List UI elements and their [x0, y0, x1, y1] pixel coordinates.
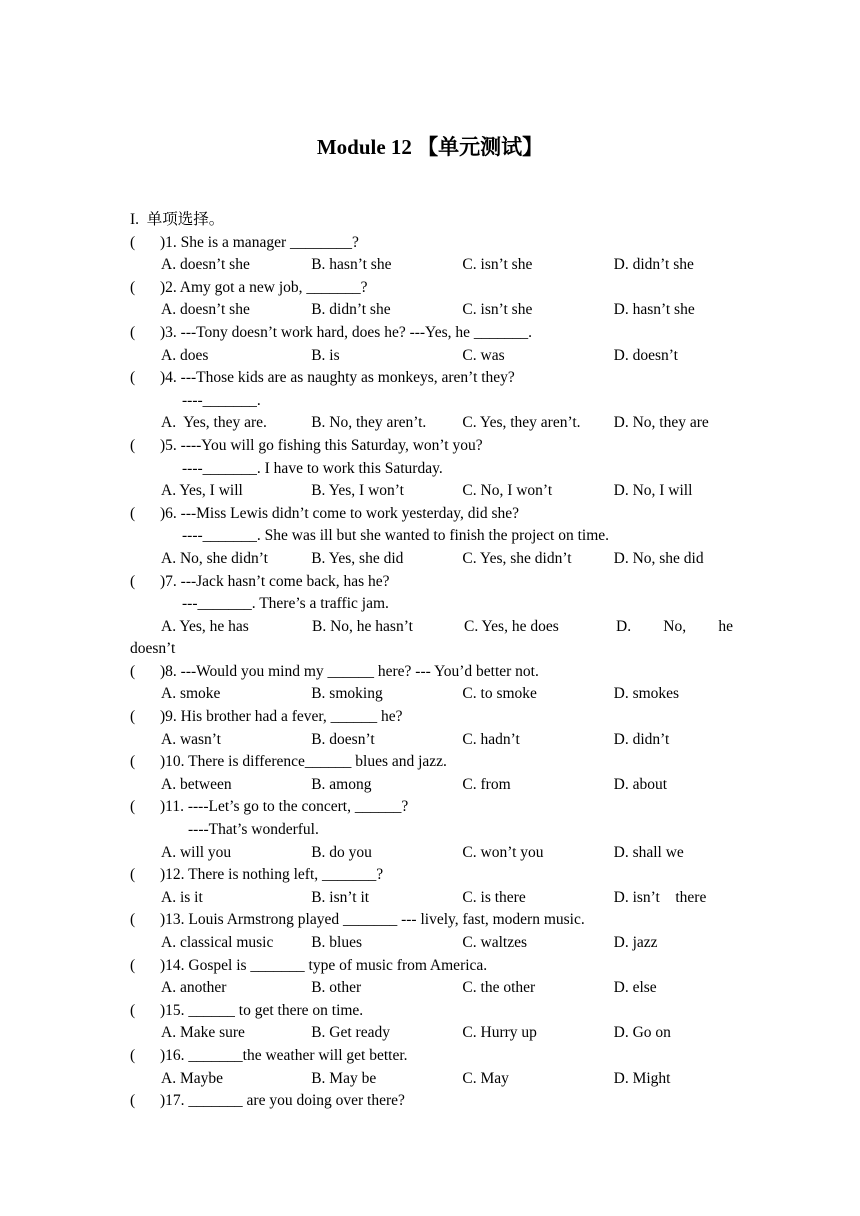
- option-row: [130, 842, 733, 865]
- question-stem-line: [130, 367, 733, 390]
- option-c: C. hadn’t: [462, 730, 520, 748]
- question-stem: )10. There is difference______ blues and jazz.: [160, 753, 447, 771]
- question-continuation: ----_______. She was ill but she wanted to finish the project on time.: [182, 527, 610, 545]
- option-a: A. Yes, they are.: [161, 414, 267, 432]
- option-c: C. was: [462, 346, 505, 364]
- question-stem: )8. ---Would you mind my ______ here? --- You’d better not.: [160, 662, 539, 680]
- question-stem-line: [130, 277, 733, 300]
- answer-paren: (: [130, 662, 136, 680]
- option-c: C. Yes, she didn’t: [462, 549, 572, 567]
- option-a: A. is it: [161, 888, 203, 906]
- question-stem: )16. _______the weather will get better.: [160, 1046, 408, 1064]
- option-c: C. is there: [462, 888, 526, 906]
- answer-paren: (: [130, 753, 136, 771]
- option-d-word: D.: [616, 617, 632, 635]
- option-c: C. Yes, he does: [464, 617, 559, 635]
- question-stem: )2. Amy got a new job, _______?: [160, 278, 368, 296]
- question-stem: )17. _______ are you doing over there?: [160, 1092, 405, 1110]
- question-stem: )13. Louis Armstrong played _______ --- lively, fast, modern music.: [160, 911, 585, 929]
- question-stem-line: [130, 322, 733, 345]
- answer-paren: (: [130, 1046, 136, 1064]
- option-c: C. the other: [462, 979, 536, 997]
- answer-paren: (: [130, 436, 136, 454]
- option-row: [130, 729, 733, 752]
- option-b: B. other: [311, 979, 362, 997]
- option-row: [130, 299, 733, 322]
- question-continuation: ----_______.: [182, 391, 261, 409]
- option-a: A. Maybe: [161, 1069, 223, 1087]
- option-d: D. else: [613, 979, 657, 997]
- question-stem: )1. She is a manager ________?: [160, 233, 359, 251]
- answer-paren: (: [130, 911, 136, 929]
- question-stem: )11. ----Let’s go to the concert, ______?: [160, 798, 409, 816]
- question-stem-line: [130, 864, 733, 887]
- answer-paren: (: [130, 323, 136, 341]
- question-stem-line: [130, 909, 733, 932]
- answer-paren: (: [130, 572, 136, 590]
- question-list: [130, 209, 733, 1113]
- section-heading: I. 单项选择。: [130, 211, 225, 228]
- question-continuation: ----_______. I have to work this Saturday.: [182, 459, 443, 477]
- option-b: B. Yes, I won’t: [311, 482, 404, 500]
- option-row: [130, 774, 733, 797]
- option-d: D. No, they are: [613, 414, 709, 432]
- option-row: [130, 683, 733, 706]
- answer-paren: (: [130, 956, 136, 974]
- option-row: [130, 1022, 733, 1045]
- question-stem-line: [130, 751, 733, 774]
- answer-paren: (: [130, 369, 136, 387]
- option-a: A. will you: [161, 843, 232, 861]
- answer-paren: (: [130, 1001, 136, 1019]
- option-row: [130, 887, 733, 910]
- option-b: B. blues: [311, 934, 363, 951]
- option-a: A. No, she didn’t: [161, 549, 268, 567]
- option-d: D. Might: [613, 1069, 671, 1087]
- option-row: [130, 932, 733, 955]
- option-c: C. from: [462, 775, 511, 793]
- question-continuation: ----That’s wonderful.: [188, 821, 319, 839]
- question-stem: )12. There is nothing left, _______?: [160, 866, 384, 884]
- question-stem-line: [130, 435, 733, 458]
- option-a: A. does: [161, 346, 209, 364]
- question-stem: )5. ----You will go fishing this Saturday, won’t you?: [160, 436, 483, 454]
- question-stem-line: [130, 955, 733, 978]
- option-b: B. Get ready: [311, 1024, 390, 1042]
- option-c: C. No, I won’t: [462, 482, 553, 500]
- option-a: A. Yes, I will: [161, 482, 243, 500]
- option-a: A. another: [161, 979, 227, 997]
- option-row: [130, 412, 733, 435]
- option-d: D. No, she did: [613, 549, 704, 567]
- option-d: D. about: [613, 775, 668, 793]
- option-d: D. No, I will: [613, 482, 693, 500]
- option-b: B. Yes, she did: [311, 549, 404, 567]
- option-b: B. among: [311, 775, 372, 793]
- option-c: C. won’t you: [462, 843, 544, 861]
- option-b: B. No, he hasn’t: [312, 617, 413, 635]
- option-d: D. hasn’t she: [613, 301, 695, 319]
- question-stem: )7. ---Jack hasn’t come back, has he?: [160, 572, 390, 590]
- option-a: A. wasn’t: [161, 730, 221, 748]
- title-main: Module 12: [316, 135, 418, 159]
- option-d: D. didn’t: [613, 730, 670, 748]
- answer-paren: (: [130, 278, 136, 296]
- option-a: A. classical music: [161, 934, 274, 951]
- option-row: [130, 480, 733, 503]
- question-stem-line: [130, 796, 733, 819]
- option-b: B. hasn’t she: [311, 256, 392, 274]
- option-b: B. didn’t she: [311, 301, 391, 319]
- option-a: A. Make sure: [161, 1024, 245, 1042]
- question-stem-line: [130, 1045, 733, 1068]
- option-c: C. isn’t she: [462, 256, 533, 274]
- option-d-word: he: [718, 617, 733, 635]
- option-b: B. doesn’t: [311, 730, 375, 748]
- option-d: D. shall we: [613, 843, 684, 861]
- option-d: D. doesn’t: [613, 346, 678, 364]
- answer-paren: (: [130, 233, 136, 251]
- answer-paren: (: [130, 798, 136, 816]
- question-stem-line: [130, 1000, 733, 1023]
- option-d: D. jazz: [613, 934, 658, 951]
- option-row: [130, 548, 733, 571]
- option-b: B. No, they aren’t.: [311, 414, 427, 432]
- option-row: [130, 1068, 733, 1091]
- question-stem: )9. His brother had a fever, ______ he?: [160, 708, 403, 726]
- option-d: D. isn’t there: [613, 888, 707, 906]
- option-b: B. do you: [311, 843, 372, 861]
- option-d-word: No,: [663, 617, 687, 635]
- option-row: [130, 254, 733, 277]
- option-b: B. isn’t it: [311, 888, 370, 906]
- option-row: [130, 977, 733, 1000]
- option-c: C. waltzes: [462, 934, 527, 951]
- option-a: A. smoke: [161, 685, 221, 703]
- answer-paren: (: [130, 1092, 136, 1110]
- answer-paren: (: [130, 504, 136, 522]
- option-a: A. Yes, he has: [161, 617, 249, 635]
- option-row: [130, 616, 733, 639]
- option-row: [130, 345, 733, 368]
- answer-paren: (: [130, 708, 136, 726]
- option-b: B. smoking: [311, 685, 383, 703]
- option-b: B. is: [311, 346, 340, 364]
- option-c: C. isn’t she: [462, 301, 533, 319]
- question-continuation: ---_______. There’s a traffic jam.: [182, 595, 389, 613]
- page-title: [0, 131, 860, 161]
- option-c: C. Hurry up: [462, 1024, 537, 1042]
- question-stem-line: [130, 706, 733, 729]
- title-bracket: 【单元测试】: [417, 135, 544, 159]
- option-c: C. May: [462, 1069, 509, 1087]
- question-stem: )6. ---Miss Lewis didn’t come to work yesterday, did she?: [160, 504, 520, 522]
- option-d: D. Go on: [613, 1024, 671, 1042]
- option-a: A. doesn’t she: [161, 256, 250, 274]
- question-stem-line: [130, 571, 733, 594]
- option-c: C. Yes, they aren’t.: [462, 414, 581, 432]
- question-stem-line: [130, 1090, 733, 1113]
- option-d: D. smokes: [613, 685, 680, 703]
- question-stem: )14. Gospel is _______ type of music from America.: [160, 956, 488, 974]
- question-stem: )3. ---Tony doesn’t work hard, does he? ---Yes, he _______.: [160, 323, 532, 341]
- option-a: A. between: [161, 775, 232, 793]
- question-stem: )4. ---Those kids are as naughty as monkeys, aren’t they?: [160, 369, 515, 387]
- question-stem-line: [130, 232, 733, 255]
- answer-paren: (: [130, 866, 136, 884]
- question-stem-line: [130, 661, 733, 684]
- option-d: [616, 616, 733, 639]
- option-d: D. didn’t she: [613, 256, 694, 274]
- option-b: B. May be: [311, 1069, 377, 1087]
- question-stem: )15. ______ to get there on time.: [160, 1001, 364, 1019]
- question-stem-line: [130, 503, 733, 526]
- option-c: C. to smoke: [462, 685, 537, 703]
- option-a: A. doesn’t she: [161, 301, 250, 319]
- option-wrap: doesn’t: [130, 640, 176, 658]
